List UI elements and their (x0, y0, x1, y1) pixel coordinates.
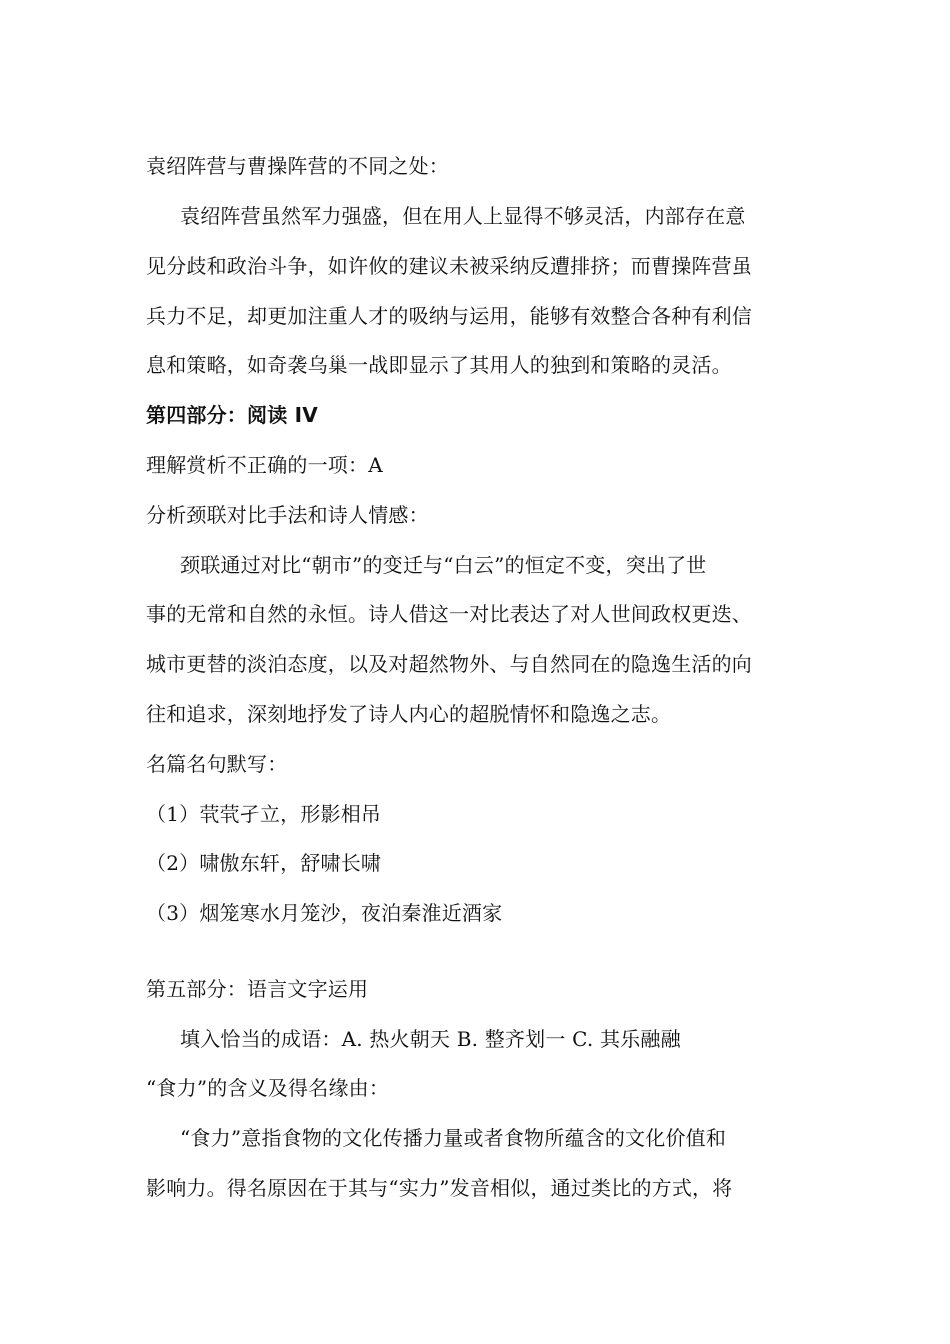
q3-item-3: （3）烟笼寒水月笼沙，夜泊秦淮近酒家 (146, 901, 503, 925)
diff-paragraph-line-1: 袁绍阵营虽然军力强盛，但在用人上显得不够灵活，内部存在意 (180, 204, 746, 228)
section4-q2-title: 分析颈联对比手法和诗人情感： (146, 503, 429, 527)
diff-paragraph-line-2: 见分歧和政治斗争，如许攸的建议未被采纳反遭排挤；而曹操阵营虽 (146, 254, 752, 278)
q2-paragraph-line-2: 事的无常和自然的永恒。诗人借这一对比表达了对人世间政权更迭、 (146, 602, 752, 626)
q3-item-2: （2）啸傲东轩，舒啸长啸 (146, 851, 382, 875)
section5-heading: 第五部分：语言文字运用 (146, 977, 369, 1001)
diff-paragraph-line-3: 兵力不足，却更加注重人才的吸纳与运用，能够有效整合各种有利信 (146, 304, 752, 328)
diff-title: 袁绍阵营与曹操阵营的不同之处： (146, 154, 449, 178)
section4-heading: 第四部分：阅读 IV (146, 403, 318, 427)
section4-q3-title: 名篇名句默写： (146, 752, 288, 776)
section5-q1: 填入恰当的成语：A. 热火朝天 B. 整齐划一 C. 其乐融融 (180, 1027, 681, 1051)
section4-q1: 理解赏析不正确的一项：A (146, 453, 383, 477)
q3-item-1: （1）茕茕孑立，形影相吊 (146, 802, 382, 826)
section5-paragraph-line-1: “食力”意指食物的文化传播力量或者食物所蕴含的文化价值和 (180, 1126, 727, 1150)
q2-paragraph-line-4: 往和追求，深刻地抒发了诗人内心的超脱情怀和隐逸之志。 (146, 702, 672, 726)
q2-paragraph-line-3: 城市更替的淡泊态度，以及对超然物外、与自然同在的隐逸生活的向 (146, 652, 752, 676)
q2-paragraph-line-1: 颈联通过对比“朝市”的变迁与“白云”的恒定不变，突出了世 (180, 553, 707, 577)
section5-q2-title: “食力”的含义及得名缘由： (146, 1076, 390, 1100)
diff-paragraph-line-4: 息和策略，如奇袭乌巢一战即显示了其用人的独到和策略的灵活。 (146, 353, 732, 377)
section5-paragraph-line-2: 影响力。得名原因在于其与“实力”发音相似，通过类比的方式，将 (146, 1176, 733, 1200)
